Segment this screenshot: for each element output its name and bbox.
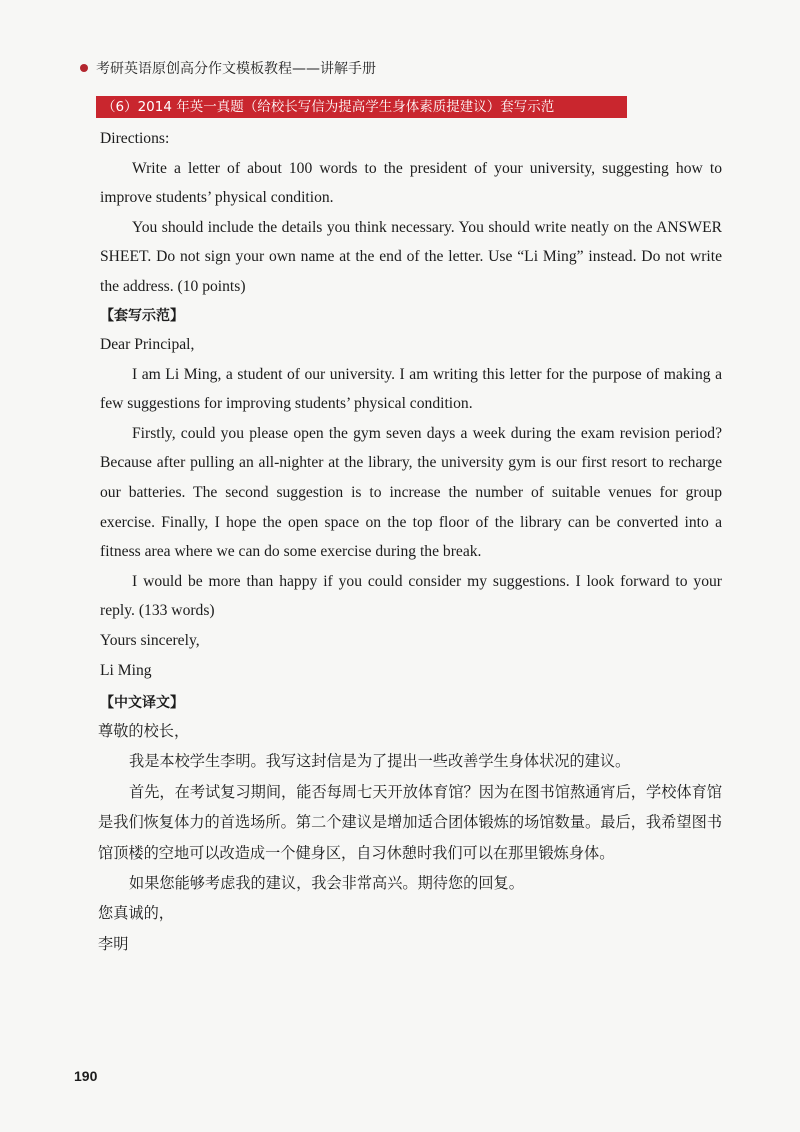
sample-paragraph-1: I am Li Ming, a student of our university. I am writing this letter for the purpose of making a few suggestions for improving students’ physical condition. (100, 365, 722, 413)
bullet-dot-icon (80, 64, 88, 72)
translation-label: 【中文译文】 (100, 695, 184, 711)
translation-closing: 您真诚的， (98, 904, 174, 923)
sample-letter (100, 330, 722, 685)
translation-paragraph-3: 如果您能够考虑我的建议，我会非常高兴。期待您的回复。 (129, 874, 524, 893)
directions-heading: Directions: (100, 130, 170, 147)
translation-greeting: 尊敬的校长， (98, 722, 190, 740)
sample-closing: Yours sincerely, (100, 631, 200, 649)
directions-paragraph-2: You should include the details you think necessary. You should write neatly on the ANSWER SHEET. Do not sign your own name at the end of the letter. Use “Li Ming” instead. Do not write the address. (10 points) (100, 218, 722, 295)
translation-paragraph-1: 我是本校学生李明。我写这封信是为了提出一些改善学生身体状况的建议。 (129, 752, 631, 771)
book-title: 考研英语原创高分作文模板教程——讲解手册 (96, 61, 376, 77)
sample-greeting: Dear Principal, (100, 336, 195, 353)
translation-block (98, 716, 722, 959)
translation-signature: 李明 (98, 934, 129, 953)
directions-block (100, 124, 722, 302)
sample-signature: Li Ming (100, 661, 152, 679)
section-banner: （6）2014 年英一真题（给校长写信为提高学生身体素质提建议）套写示范 (96, 96, 627, 118)
running-header (80, 58, 376, 78)
sample-paragraph-2: Firstly, could you please open the gym seven days a week during the exam revision period? Because after pulling an all-nighter at the library, the university gym is our first resort to recharge our batteries. The second suggestion is to increase the number of suitable venues for group exercise. Finally, I hope the open space on the top floor of the library can be converted into a fitness area where we can do some exercise during the break. (100, 424, 722, 561)
directions-paragraph-1: Write a letter of about 100 words to the president of your university, suggesting how to improve students’ physical condition. (100, 159, 722, 207)
sample-paragraph-3: I would be more than happy if you could consider my suggestions. I look forward to your reply. (133 words) (100, 572, 722, 620)
translation-paragraph-2: 首先，在考试复习期间，能否每周七天开放体育馆？因为在图书馆熬通宵后，学校体育馆是我们恢复体力的首选场所。第二个建议是增加适合团体锻炼的场馆数量。最后，我希望图书馆顶楼的空地可以改造成一个健身区，自习休憩时我们可以在那里锻炼身体。 (98, 782, 722, 862)
page-number: 190 (74, 1068, 98, 1084)
sample-label: 【套写示范】 (100, 308, 184, 324)
